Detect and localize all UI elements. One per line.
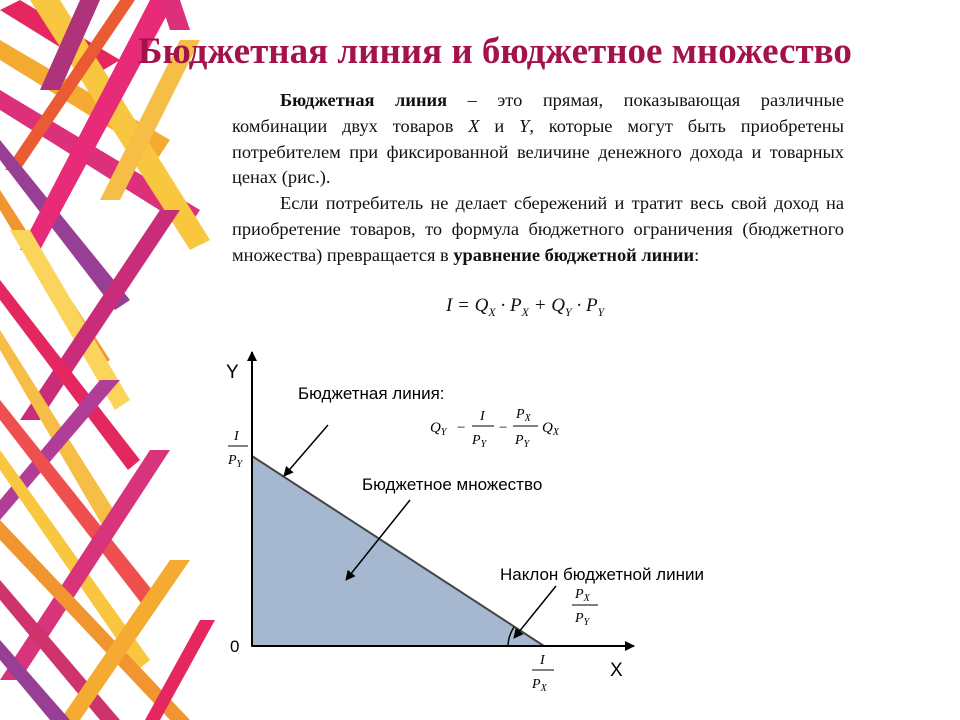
eq-income: I [480,409,485,424]
formula-income: I [446,295,453,316]
x-axis-label: X [610,660,623,681]
eq-qy: $Q_Y$ [430,420,447,438]
formula-qx: Q [474,295,489,316]
formula-sub-y2: Y [597,304,605,319]
slope-py: $P_Y$ [575,611,590,628]
slope-px: $P_X$ [575,587,590,604]
definition-text-1: – это прямая, показывающая различные комбинации двух товаров [232,90,844,136]
conjunction: и [479,115,520,136]
formula-sub-x: X [488,304,496,319]
y-intercept-numerator: I [234,429,239,444]
budget-line-equation [430,407,560,450]
budget-set-label: Бюджетное множество [362,475,543,494]
definition-text-2: , которые могут быть приобретены потребителем при фиксированной величине денежного дохода и товарных ценах (рис.). [232,115,844,188]
term-equation: уравнение бюджетной линии [453,244,695,265]
x-intercept-numerator: I [540,653,545,668]
slope-label: Наклон бюджетной линии [500,565,704,584]
eq-minus-1: − [456,420,467,436]
intro-text: Если потребитель не делает сбережений и тратит весь свой доход на приобретение товаров, то формула бюджетного ограничения (бюджетного множества) превращается в [232,193,844,265]
y-axis-label: Y [226,362,239,383]
y-intercept-label [227,429,248,470]
slope-fraction [572,587,598,628]
eq-py-1: $P_Y$ [472,433,487,450]
formula-sub-x2: X [521,304,529,319]
formula-dot2: · [571,295,586,316]
formula-px: P [509,295,522,316]
formula-qy: Q [551,295,565,316]
eq-px: $P_X$ [516,407,531,424]
x-intercept-denominator: $P_X$ [532,677,547,694]
eq-minus-2: − [498,420,509,436]
eq-py-2: $P_Y$ [515,433,530,450]
y-intercept-denominator: $P_Y$ [228,453,243,470]
x-intercept-label [531,653,554,694]
var-y: Y [519,115,530,136]
formula-sub-y: Y [565,304,572,319]
formula-py: P [585,295,598,316]
colon: : [694,244,700,265]
formula-dot: · [495,295,510,316]
budget-line-label: Бюджетная линия: [298,384,445,403]
arrow-slope [514,586,556,638]
eq-qx: $Q_X$ [542,420,559,438]
arrow-budget-line [284,425,328,476]
formula-equals: = [452,295,475,316]
origin-label: 0 [230,637,240,656]
var-x: X [468,115,480,136]
term-budget-line: Бюджетная линия [280,90,448,110]
page-title: Бюджетная линия и бюджетное множество [138,31,852,72]
formula-plus: + [528,295,552,316]
